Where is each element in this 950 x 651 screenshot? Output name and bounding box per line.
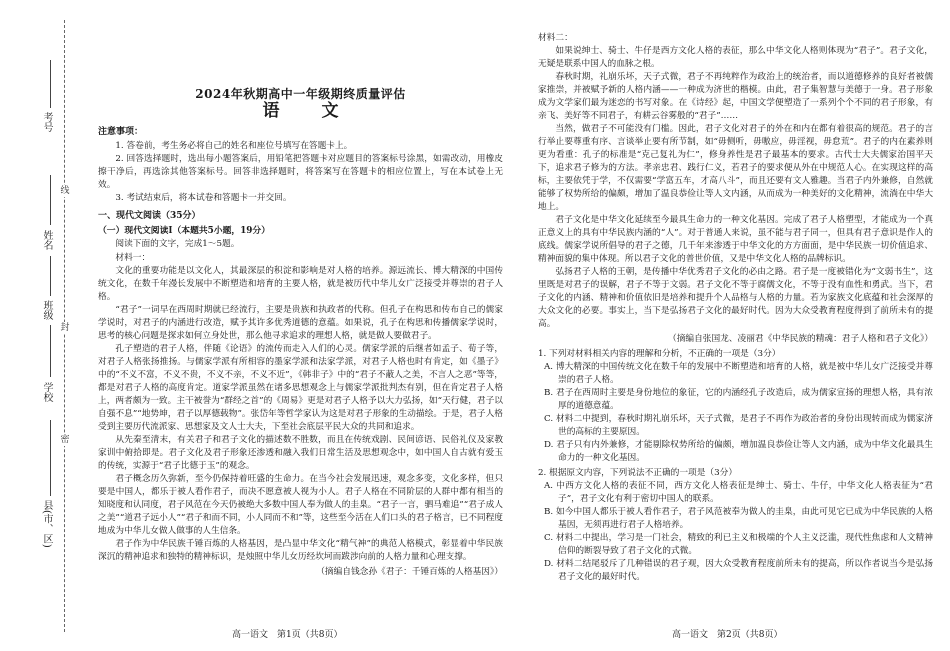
question-1 bbox=[538, 348, 933, 465]
binding-blank-school bbox=[50, 325, 51, 377]
question-option: B. 君子在西周时主要是身份地位的象征，它的内涵经孔子改造后，成为儒家宣扬的理想人格，具有浓厚的道德意蕴。 bbox=[544, 388, 933, 411]
binding-margin bbox=[0, 0, 86, 651]
binding-field-class: 班级 bbox=[41, 300, 52, 320]
question-option: A. 博大精深的中国传统文化在数千年的发展中不断塑造和培育的人格，就是被中华儿女广泛接受并尊崇的君子人格。 bbox=[544, 362, 933, 385]
material-paragraph: 当然，做君子不可能没有门槛。因此，君子文化对君子的外在和内在都有着很高的规范。君子的言行举止要尊重有序、言谈举止要有所节制，如“毋侧听，毋嗷应，毋淫视，毋怠荒”。君子的内在素养则更为看重：孔子的标准是“克己复礼为仁”，修身养性是君子最基本的要求。古代士大夫儒家治国平天下，追求君子修为的方法。孝亲忠君、践行仁义，若君子的要求便从外在中规范人心。在实现这样的高标，主要依凭于学，不仅需要“学富五车，才高八斗”，而且还要有文人雅趣。当君子内外兼修，自然就能够了权势所给的偏颇，增加了温良恭俭让等人文内涵，从而成为一种美好的文化精神，流淌在中华大地上。 bbox=[538, 124, 933, 212]
material-source: （摘编自张国龙、凌丽君《中华民族的精魂：君子人格和君子文化》） bbox=[668, 334, 933, 344]
question-option: D. 君子只有内外兼修，才能剔除权势所给的偏颇，增加温良恭俭让等人文内涵，成为中华文化最具生命力的一种文化基因。 bbox=[544, 440, 933, 463]
subject-title: 语 文 bbox=[262, 101, 357, 121]
question-option: D. 材料二结尾驳斥了几种错误的君子观，因大众受教育程度前所未有的提高，所以作者说当今是弘扬君子文化的最好时代。 bbox=[544, 559, 933, 582]
page-footer-left: 高一语文 第1页（共8页） bbox=[232, 630, 343, 640]
question-option: B. 如今中国人都乐于被人看作君子，君子风范被奉为做人的圭臬，由此可见它已成为中华民族的人格基因，无须再进行君子人格培养。 bbox=[544, 507, 933, 530]
question-option: C. 材料二中提出，学习是一门社会，精致的利已主义和极端的个人主义泛滥，现代性焦虑和人文精神信仰的断裂导致了君子文化的式微。 bbox=[544, 533, 933, 556]
binding-mark-secret: 密 bbox=[58, 434, 72, 446]
material-paragraph: “君子”一词早在西周时期就已经流行，主要是贵族和执政者的代称。但孔子在构思和传布自己的儒家学说时，对君子的内涵进行改造，赋予其许多优秀道德的意蕴。如果说，孔子在构思和传播儒家学说时，思考的核心问题是探求如何立身处世，那么他寻求追求的理想人格，就是做人要做君子。 bbox=[98, 305, 503, 341]
question-option: C. 材料二中提到，春秋时期礼崩乐坏，天子式微，是君子不再作为政治者的身份出现转而成为儒家济世的高标的主要原因。 bbox=[544, 414, 933, 437]
binding-blank-exam-number bbox=[50, 60, 51, 108]
notice-block bbox=[98, 126, 503, 205]
material-paragraph: 君子概念历久弥新，至今仍保持着旺盛的生命力。在当今社会发展迅速，观念多变，文化多样，但只要是中国人，都乐于被人看作君子，而决不愿意被人视为小人。君子人格在不同阶层的人群中都有相当的知晓度和认同度，君子风范在今天仍被绝大多数中国人奉为做人的圭臬。“君子一言，驷马难追”“君子成人之美”“道君子远小人”“君子和而不同，小人同而不和”等，这些至今活在人们口头的君子格言，已不同程度地成为中华儿女做人做事的人生信条。 bbox=[98, 474, 503, 536]
question-option: A. 中西方文化人格的表征不同，西方文化人格表征是绅士、骑士、牛仔，中华文化人格表征为“君子”，君子文化有利于密切中国人的联系。 bbox=[544, 481, 933, 504]
notice-title: 注意事项： bbox=[98, 127, 144, 137]
left-page bbox=[98, 58, 503, 579]
material-label: 材料二： bbox=[538, 33, 573, 43]
page-footer-right: 高一语文 第2页（共8页） bbox=[672, 630, 783, 640]
material-label: 材料一： bbox=[115, 253, 151, 263]
material-paragraph: 孔子塑造的君子人格，伴随《论语》的流传而走入人们的心灵。儒家学派的后继者如孟子、荀子等，对君子人格张扬推扬。与儒家学派有所相容的墨家学派和法家学派，对君子人格也时有肯定，如《墨子》中的“不义不富，不义不贵，不义不亲，不义不近”，《韩非子》中的“君子不蔽人之美，不言人之恶”等等，都是对君子人格的高度肯定。道家学派虽然在诸多思想观念上与儒家学派批判杰有别，但在肯定君子人格上，两者颇为一致。主干被誉为“群经之首”的《周易》更是对君子人格予以大力弘扬，如“天行健，君子以自强不息”“地势坤，君子以厚德载物”。张岱年等哲学家认为这是对君子形象的生动描绘。于是，君子人格受到主要历代流派家、思想家及文人士大夫，下至社会底层平民大众的共同和追求。 bbox=[98, 344, 503, 432]
material-source: （摘编自钱念孙《君子：千锤百炼的人格基因》） bbox=[316, 567, 503, 577]
binding-field-name: 姓名 bbox=[41, 230, 52, 250]
exam-title: 2024年秋期高中一年级期终质量评估 bbox=[195, 87, 406, 101]
exam-header bbox=[98, 87, 503, 121]
notice-item: 2. 回答选择题时，选出每小题答案后，用铅笔把答题卡对应题目的答案标号涂黑，如需改动，用橡皮擦干净后，再选涂其他答案标号。回答非选择题时，将答案写在答题卡的相应位置上，写在本试卷上无效。 bbox=[98, 154, 503, 190]
binding-field-county: 县(市、区) bbox=[41, 500, 52, 548]
material-paragraph: 弘扬君子人格的王朝，是传播中华优秀君子文化的必由之路。君子是一度被错化为“文弱书生”，这里既是对君子的误解，君子不等于文弱。君子文化不等于腐儒文化，不等于没有血性和勇武。当下，君子文化的内涵、精神和价值依旧是培养和提升个人品格与人格的力量。若为家族文化底蕴和社会深厚的大众文化的必要。事实上，当下是弘扬君子文化的最好时代。因为大众受教育程度得到了前所未有的提高。 bbox=[538, 267, 933, 329]
binding-blank-county bbox=[50, 420, 51, 496]
binding-field-exam-number: 考号 bbox=[41, 112, 52, 132]
binding-field-school: 学校 bbox=[41, 382, 52, 402]
material-paragraph: 君子文化是中华文化延续至今最具生命力的一种文化基因。完成了君子人格塑型，才能成为一个真正意义上的具有中华民族内涵的“人”。对于普通人来说，虽不能与君子同一，但具有君子意识是作人的底线。儒家学说所倡导的君子之德，几千年来渗透于中华文化的方方面面，是中华民族一切价值追求、精神面貌的集中体现。所以君子文化的普世价值，又是中华文化人格的品牌标识。 bbox=[538, 215, 933, 264]
binding-mark-line: 线 bbox=[58, 185, 72, 197]
material-paragraph: 从先秦至清末，有关君子和君子文化的描述数不胜数，而且在传统戏剧、民间谚语、民俗礼仪及家教家训中俯拾即是。君子文化及君子形象还渗透和融入我们日常生活及思想观念中，如中国人自古就有爱玉的传统，实源于“君子比德于玉”的观念。 bbox=[98, 435, 503, 471]
reading-instruction: 阅读下面的文字，完成1～5题。 bbox=[115, 239, 240, 249]
material-paragraph: 君子作为中华民族千锤百炼的人格基因，是凸显中华文化“精气神”的典范人格模式，彰显着中华民族深沉的精神追求和独特的精神标识，是烛照中华儿女历经坎坷而跋涉向前的人格力量和心理支撑。 bbox=[98, 539, 503, 562]
material-paragraph: 如果说绅士、骑士、牛仔是西方文化人格的表征，那么中华文化人格则体现为“君子”。君子文化，无疑是联系中国人的血脉之根。 bbox=[538, 46, 933, 69]
material-paragraph: 春秋时期，礼崩乐坏，天子式微，君子不再纯粹作为政治上的统治者，而以道德修养的良好者被儒家推崇，并被赋予新的人格内涵——一种成为济世的楷模。由此，君子集智慧与美德于一身。君子形象成为文学家们最为迷恋的书写对象。在《诗经》起，中国文学便塑造了一系列个个不同的君子形象，有亲飞、美好等不同君子，有耕云谷雾般的“君子”…… bbox=[538, 72, 933, 121]
material-paragraph: 文化的重要功能是以文化人，其最深层的积淀和影响是对人格的培养。源远流长、博大精深的中国传统文化，在数千年漫长发展中不断塑造和培育的主要人格，就是被历代中华儿女广泛接受并尊崇的君子人格。 bbox=[98, 266, 503, 302]
notice-item: 3. 考试结束后，将本试卷和答题卡一并交回。 bbox=[115, 193, 292, 203]
question-2 bbox=[538, 467, 933, 584]
notice-item: 1. 答卷前，考生务必将自己的姓名和座位号填写在答题卡上。 bbox=[115, 141, 353, 151]
question-stem: 1. 下列对材料相关内容的理解和分析，不正确的一项是（3分） bbox=[538, 349, 781, 359]
binding-blank-class bbox=[50, 256, 51, 296]
subsection-heading: （一）现代文阅读Ⅰ（本题共5小题，19分） bbox=[98, 226, 271, 236]
binding-mark-seal: 封 bbox=[58, 322, 72, 334]
binding-blank-name bbox=[50, 175, 51, 225]
section-heading: 一、现代文阅读（35分） bbox=[98, 211, 201, 221]
question-stem: 2. 根据原文内容，下列说法不正确的一项是（3分） bbox=[538, 468, 738, 478]
